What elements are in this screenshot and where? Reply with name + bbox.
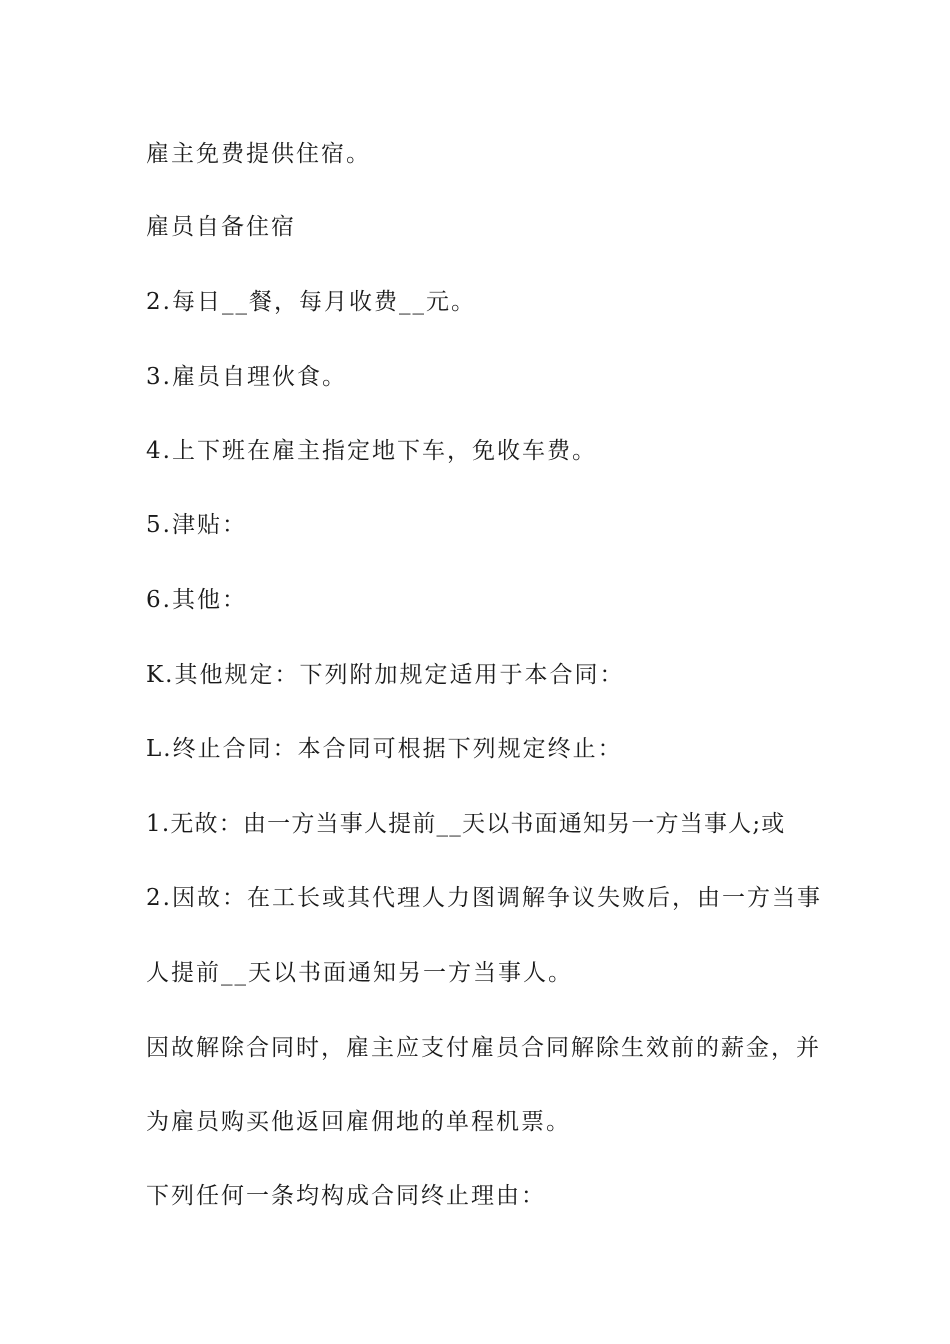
section-heading-termination: L.终止合同：本合同可根据下列规定终止： — [146, 736, 623, 762]
text-line-return-ticket: 为雇员购买他返回雇佣地的单程机票。 — [146, 1109, 571, 1135]
text-line-termination-for-cause: 2.因故：在工长或其代理人力图调解争议失败后，由一方当事 — [146, 885, 822, 911]
text-line-accommodation-provided: 雇主免费提供住宿。 — [146, 141, 371, 167]
text-line-payment-on-termination: 因故解除合同时，雇主应支付雇员合同解除生效前的薪金，并 — [146, 1035, 821, 1061]
section-heading-other-provisions: K.其他规定：下列附加规定适用于本合同： — [146, 662, 625, 688]
text-line-termination-for-cause-cont: 人提前__天以书面通知另一方当事人。 — [146, 960, 573, 986]
text-line-meals: 2.每日__餐，每月收费__元。 — [146, 289, 476, 315]
text-line-self-catering: 3.雇员自理伙食。 — [146, 364, 347, 390]
text-line-other: 6.其他： — [146, 587, 247, 613]
text-line-allowance: 5.津贴： — [146, 512, 247, 538]
text-line-termination-grounds: 下列任何一条均构成合同终止理由： — [146, 1183, 546, 1209]
text-line-termination-without-cause: 1.无故：由一方当事人提前__天以书面通知另一方当事人;或 — [146, 811, 786, 837]
text-line-transport: 4.上下班在雇主指定地下车，免收车费。 — [146, 438, 597, 464]
text-line-self-accommodation: 雇员自备住宿 — [146, 214, 296, 240]
